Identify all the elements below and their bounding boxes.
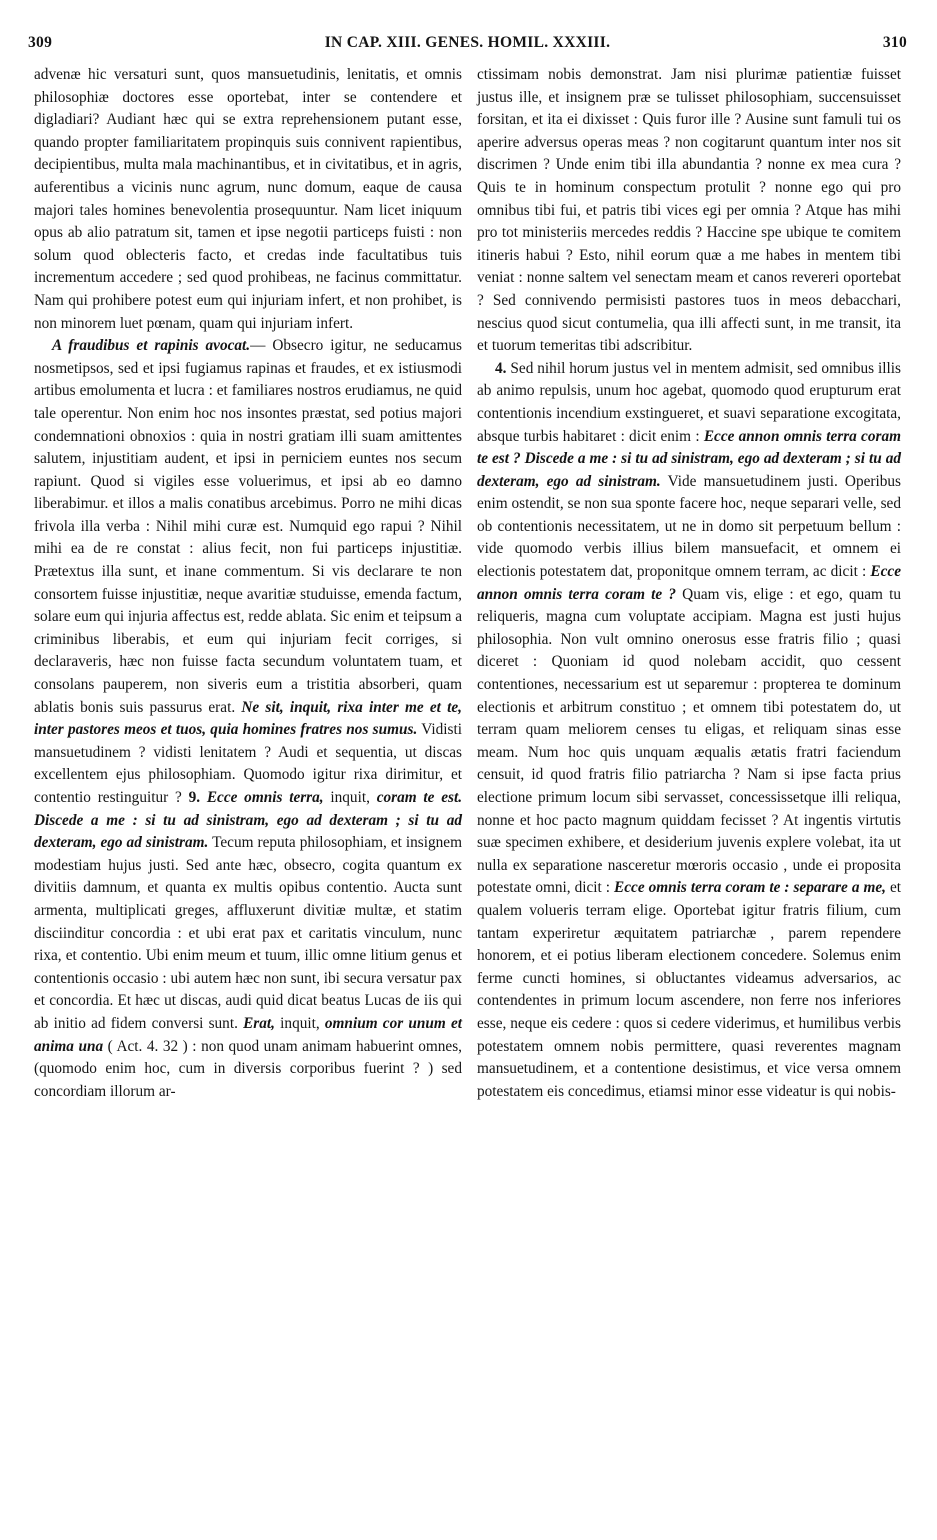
text-run: Vide mansuetudinem justi. Operibus enim ostendit, se non sua sponte facere hoc, neque separari velle, sed ob contentionis necessitatem, ut ne in domo sit perpetuum bellum : vide quomodo verbis illius bilem mansuefacit, et omnem ei electionis potestatem dat, proponitque omnem terram, ac dicit :: [477, 472, 902, 581]
text-run: et qualem volueris terram elige. Oportebat igitur fratris filium, cum tantam experiretur æquitatem patriarchæ , parem rependere honorem, et ei potius liberam electionem concedere. Solemus enim ferme cuncti homines, si obluctantes videamus adversarios, ac contendentes in primum locum ascendere, non ferre nos inferiores esse, neque eis cedere : quos si cedere viderimus, et humilibus verbis potestatem omnem nobis permittere, quasi reverentes magnam mansuetudinem, et a contentione desistimus, et vice versa omnem potestatem eis concedimus, etiamsi minor esse videatur is qui nobis-: [477, 879, 902, 1100]
scripture-quote: Ecce annon omnis terra coram te est ? Discede a me : si tu ad sinistram, ego ad dexteram ; si tu ad dexteram, ego ad sinistram.: [477, 427, 901, 490]
running-title: IN CAP. XIII. GENES. HOMIL. XXXIII.: [324, 34, 611, 51]
scripture-quote: omnium cor unum et anima una: [34, 1014, 462, 1055]
left-paragraph-1: advenæ hic versaturi sunt, quos mansuetudinis, lenitatis, et omnis philosophiæ doctores esse oportebat, inter se contendere et digladiari? Audiant hæc qui se extra reprehensionem putant esse, quando propter familiaritatem propinquis suis connivent rapientibus, decipientibus, multa mala machinantibus, et in civitatibus, et in agris, auferentibus a vicinis nunc agrum, nunc domum, eaque de causa majori tales homines benevolentia prosequuntur. Nam licet iniquum opus ab alio patratum sit, tamen et ipse negotii particeps fuisti : non solum quod oblecteris facto, et credas inde facultatibus tuis incrementum accedere ; sed quod prohibeas, ne facinus committatur. Nam qui prohibere potest eum qui injuriam infert, et non prohibet, is non minorem luet pœnam, quam qui injuriam infert.: [34, 66, 462, 332]
left-paragraph-2: [34, 335, 462, 1103]
scripture-quote: Ecce omnis terra,: [206, 789, 324, 806]
right-paragraph-1: ctissimam nobis demonstrat. Jam nisi plurimæ patientiæ fuisset justus ille, et insignem præ se tulisset philosophiam, succensuisset forsitan, et ita ei dixisset : Quis furor ille ? Ausine sunt famuli tui os aperire adversus operas meas ? non cogitarunt quantum inter nos sit discrimen ? Unde enim tibi illa abundantia ? nonne ex mea cura ? Quis te in hominum conspectum protulit ? nonne ego qui pro omnibus tibi fui, et patris tibi vices egi per omnia ? Atque has mihi pro tot ministeriis mercedes reddis ? Haccine spe ubique te comitem itineris habui ? Esto, nihil eorum quæ a me habes in mentem tibi veniat : nonne saltem vel senectam meam et canos revereri oportebat ? Sed connivendo permisisti pastores tuos in meos debacchari, nescius quod sicut contumelia, qua illi affecti sunt, in me transit, ita et tuorum temeritas tibi adscribitur.: [477, 66, 901, 355]
text-run: Sed nihil horum justus vel in mentem admisit, sed omnibus illis ab animo repulsis, unum hoc agebat, quomodo quod erupturum erat contentionis incendium exstingueret, et suavi separatione excogitata, absque turbis habitaret : dicit enim :: [477, 359, 901, 445]
scripture-quote: Erat,: [243, 1014, 275, 1032]
scripture-quote: Ne sit, inquit, rixa inter me et te, inter pastores meos et tuos, quia homines fratres nos sumus.: [34, 698, 462, 739]
page-number-left: 309: [28, 34, 53, 51]
section-heading-fraudibus: A fraudibus et rapinis avocat.: [52, 337, 251, 355]
section-number: 4.: [495, 359, 507, 377]
text-run: Quam vis, elige : et ego, quam tu reliqueris, magna cum voluptate accipiam. Magna est justi hujus philosophia. Non vult omnino onerosus esse fratris filio ; quasi diceret : Quoniam id quod nolebam accidit, quo cessent contentiones, necessarium est ut separemur : propterea te dominum electionis et arbitrum constituo ; et omnem tibi potestatem do, ut terram quam meliorem censes tu eligas, et reliquam sinas esse meam. Num hoc quis unquam æqualis ætatis fratri faciendum censuit, id quod fratris filio patriarcha ? Nam si ipse facta prius electione primum locum sibi servasset, concessissetque illi reliqua, nonne et hoc pacto magnum quiddam fecisset ? At ingentis virtutis suæ specimen exhibere, et desiderium juvenis explere volebat, ita ut nulla ex separatione nasceretur mœroris occasio , unde ei proposita potestate omni, dicit :: [477, 585, 901, 897]
scripture-quote: Ecce annon omnis terra coram te ?: [477, 563, 901, 603]
text-run: inquit,: [280, 1014, 320, 1032]
text-run: ( Act. 4. 32 ) : non quod unam animam habuerint omnes, (quomodo enim hoc, cum in diversis corporibus fuerint ? ) sed concordiam illorum ar-: [34, 1037, 462, 1100]
text-run: — Obsecro igitur, ne seducamus nosmetipsos, sed et ipsi fugiamus rapinas et fraudes, et ex istiusmodi artibus emolumenta et lucra : et familiares nostros erudiamus, ne quid tale operentur. Non enim hoc nos insontes præstat, sed potius majori condemnationi obnoxios : quia in nostri gratiam illi suam amittentes salutem, injustitiam audent, et ipsi in perniciem euntes nos secum rapiunt. Quod si vigiles esse voluerimus, et ipsi ab eo damno liberabimur. et illos a malis conatibus arcebimus. Porro ne mihi dicas frivola illa verba : Nihil mihi curæ est. Numquid ego rapui ? Nihil mihi ea de re constat : alius fecit, non fui particeps injustitiæ. Prætextus illa sunt, et inane commentum. Si vis declarare te non consortem fuisse injustitiæ, neque avaritiæ studuisse, emenda factum, solare eum qui injuria affectus est, redde ablata. Sic enim et teipsum a criminibus liberabis, et eum qui injuriam fecit corriges, si declaraveris, hæc non fuisse facta secundum voluntatem tuam, et consolans pauperem, non siveris eum a tristitia absorberi, quam ablatis bonis suis passurus erat.: [34, 337, 462, 716]
verse-number: 9.: [188, 789, 201, 806]
running-header: [28, 30, 907, 56]
right-paragraph-2: [477, 358, 901, 1104]
left-column: [34, 64, 462, 1103]
scripture-quote: coram te est. Discede a me : si tu ad sinistram, ego ad dexteram ; si tu ad dexteram, ego ad sinistram.: [34, 789, 463, 852]
scripture-quote: Ecce omnis terra coram te : separare a me,: [614, 879, 886, 897]
right-column: [477, 64, 901, 1103]
page-number-right: 310: [882, 34, 907, 51]
text-run: inquit,: [330, 789, 370, 806]
text-run: Vidisti mansuetudinem ? vidisti lenitatem ? Audi et sequentia, ut discas excellentem ejus philosophiam. Quomodo igitur rixa dirimitur, et contentio restinguitur ?: [34, 721, 462, 806]
text-run: Tecum reputa philosophiam, et insignem modestiam hujus justi. Sed ante hæc, obsecro, cogita quantum ex divitiis damnum, et quanta ex multis opibus contentio. Aucta sunt armenta, multiplicati greges, affluxerunt divitiæ multæ, et statim disciinditur concordia : et ubi erat pax et caritatis vinculum, nunc rixa, et contentio. Ubi enim meum et tuum, illic omne litium genus et contentionis occasio : ubi autem hæc non sunt, ibi secura versatur pax et concordia. Et hæc ut discas, audi quid dicat beatus Lucas de iis qui ab initio ad fidem conversi sunt.: [34, 834, 462, 1032]
